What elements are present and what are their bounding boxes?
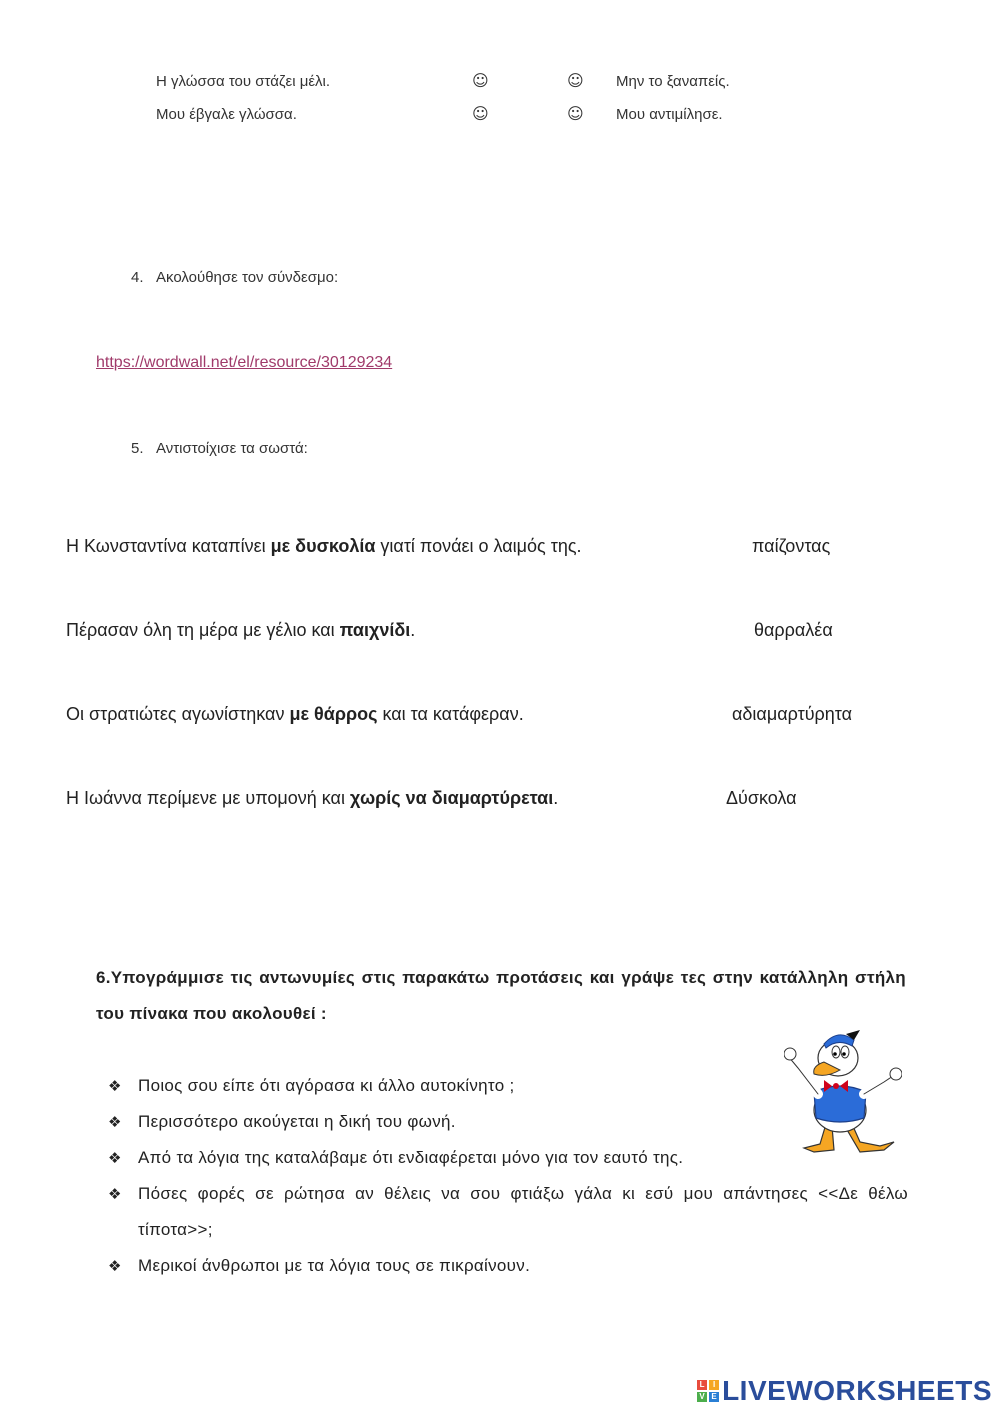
q4-text: Ακολούθησε τον σύνδεσμο:	[156, 269, 339, 286]
list-item: ❖ Μερικοί άνθρωποι με τα λόγια τους σε πικραίνουν.	[108, 1248, 908, 1284]
list-item: ❖ Πόσες φορές σε ρώτησα αν θέλεις να σου φτιάξω γάλα κι εσύ μου απάντησες <<Δε θέλω τίποτα>>;	[108, 1176, 908, 1248]
logo-grid-icon: L I V E	[697, 1380, 719, 1402]
match-sentence-3: Οι στρατιώτες αγωνίστηκαν με θάρρος και τα κατάφεραν.	[66, 704, 524, 724]
sentence-list	[108, 1068, 908, 1284]
match-option-1[interactable]: παίζοντας	[752, 536, 831, 556]
idiom-right-1: Μην το ξαναπείς.	[616, 73, 730, 90]
liveworksheets-logo	[697, 1375, 992, 1407]
smiley-icon[interactable]: ☺	[567, 104, 584, 123]
match-option-3[interactable]: αδιαμαρτύρητα	[732, 704, 853, 724]
match-sentence-4: Η Ιωάννα περίμενε με υπομονή και χωρίς να διαμαρτύρεται.	[66, 788, 559, 808]
list-item: ❖ Από τα λόγια της καταλάβαμε ότι ενδιαφέρεται μόνο για τον εαυτό της.	[108, 1140, 766, 1176]
wordwall-link[interactable]: https://wordwall.net/el/resource/30129234	[96, 354, 393, 371]
list-item: ❖ Περισσότερο ακούγεται η δική του φωνή.	[108, 1104, 908, 1140]
diamond-bullet-icon: ❖	[108, 1113, 122, 1131]
list-item: ❖ Ποιος σου είπε ότι αγόρασα κι άλλο αυτοκίνητο ;	[108, 1068, 908, 1104]
q5-text: Αντιστοίχισε τα σωστά:	[156, 440, 308, 457]
diamond-bullet-icon: ❖	[108, 1257, 122, 1275]
diamond-bullet-icon: ❖	[108, 1077, 122, 1095]
match-sentence-1: Η Κωνσταντίνα καταπίνει με δυσκολία γιατί πονάει ο λαιμός της.	[66, 536, 582, 556]
diamond-bullet-icon: ❖	[108, 1149, 122, 1167]
smiley-icon[interactable]: ☺	[567, 71, 584, 90]
brand-name: LIVEWORKSHEETS	[722, 1375, 992, 1406]
diamond-bullet-icon: ❖	[108, 1185, 122, 1203]
idiom-right-2: Μου αντιμίλησε.	[616, 106, 723, 123]
q6-instruction: 6.Υπογράμμισε τις αντωνυμίες στις παρακάτω προτάσεις και γράψε τες στην κατάλληλη στήλη του πίνακα που ακολουθεί :	[96, 968, 906, 1023]
match-option-2[interactable]: θαρραλέα	[754, 620, 833, 640]
idiom-left-1: Η γλώσσα του στάζει μέλι.	[156, 73, 331, 90]
idiom-left-2: Μου έβγαλε γλώσσα.	[156, 106, 297, 123]
smiley-icon[interactable]: ☺	[472, 71, 489, 90]
match-option-4[interactable]: Δύσκολα	[726, 788, 797, 808]
q4-number: 4.	[131, 269, 144, 286]
smiley-icon[interactable]: ☺	[472, 104, 489, 123]
q5-number: 5.	[131, 440, 144, 457]
match-sentence-2: Πέρασαν όλη τη μέρα με γέλιο και παιχνίδι.	[66, 620, 416, 640]
